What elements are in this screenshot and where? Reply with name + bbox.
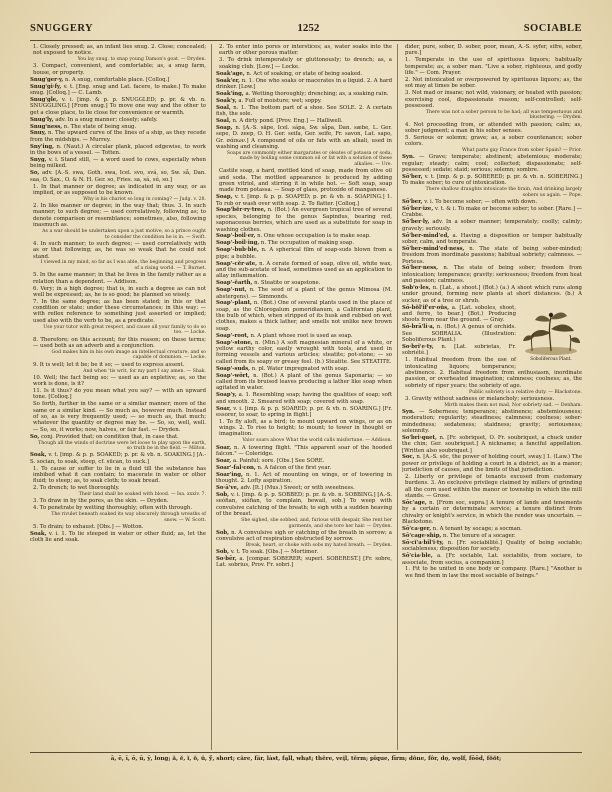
soboliferous-plant-illustration bbox=[520, 307, 582, 365]
definition-text: n. [Fr. sobriquet, O. Fr. soubriquet, a chuck under the chin; Ger. soubriquet.] A nickname; a fanciful appellation. [Written also soubriquet.] bbox=[402, 434, 582, 454]
headword: Sō'ber·ness, bbox=[402, 265, 439, 272]
headword: Snyg, bbox=[30, 157, 47, 164]
definition-text: 11. Is it thus? do you mean what you say? — with an upward tone. [Colloq.] bbox=[33, 388, 206, 401]
definition-text: 2. Liberty or privilege of tenants excused from customary burdens. 3. An exclusive privilege claimed by millers of grinding all the corn used within the manor or township in which the mill stands. — Grose. bbox=[405, 474, 582, 500]
definition-text: n. The occupation of making soap. bbox=[260, 240, 355, 247]
headword: Snug'ly, bbox=[30, 116, 54, 123]
definition-text: adv. In a sober manner; temperately; coolly; calmly; gravely; seriously. bbox=[402, 219, 582, 232]
dictionary-entry bbox=[402, 553, 582, 566]
page-number: 1252 bbox=[297, 22, 320, 34]
citation-quote: Mirth makes them not mad, Nor sobriety sad. — Denham. bbox=[444, 402, 582, 408]
definition-text: 2. To enter into pores or interstices; as, water soaks into the earth or other porous matter. bbox=[219, 44, 392, 57]
headword: Snug'gle, bbox=[30, 96, 59, 103]
definition-text: n. A cerate formed of soap, olive oil, white wax, and the sub-acetate of lead, sometimes used as an application to allay inflammation. bbox=[216, 260, 392, 280]
definition-text: conj. Provided that; on condition that, in case that. bbox=[41, 433, 179, 440]
dictionary-entry bbox=[30, 157, 206, 170]
headword: So·bēr, bbox=[216, 556, 237, 563]
definition-text: a. Full of moisture; wet; soppy. bbox=[238, 97, 322, 104]
definition-text: v. t. [imp. & p. p. SOAPED; p. pr. & vb. n. SOAPING.] 1. To rub or wash over with soap. 2. To flatter. [Colloq.] bbox=[216, 194, 392, 207]
headword: Sōc'age, bbox=[402, 500, 427, 507]
definition-text: n. (Min.) A soft magnesian mineral of a white, or yellow earthy color, easily wrought with tools, and used in forming vessels and various articles; steatite; pot-stone; — so called from its soapy or greasy feel. (b.) Steatite. See STEATITE. bbox=[216, 339, 392, 365]
headword: So, bbox=[30, 170, 40, 177]
definition-text: 4. Not proceeding from, or attended with passion; calm; as, sober judgment; a man in his sober senses. bbox=[405, 121, 582, 134]
definition-text: n. One whose occupation is to make soap. bbox=[257, 233, 371, 240]
definition-text: n. A convulsive sigh or catching of the breath in sorrow; a convulsive act of respiration obstructed by sorrow. bbox=[216, 529, 392, 543]
dictionary-entry bbox=[216, 549, 392, 555]
dictionary-entry bbox=[402, 454, 582, 473]
dictionary-entry bbox=[402, 435, 582, 454]
plant-icon bbox=[520, 307, 582, 357]
headword: So·ā've, bbox=[216, 485, 239, 492]
definition-text: 1. To fly aloft, as a bird; to mount upward on wings, or as on wings. 2. To rise to height; to mount; to tower in thought or imagination. bbox=[219, 418, 392, 438]
dictionary-entry bbox=[30, 524, 206, 530]
definition-text: 5. In the same manner; in that he lives in the family rather as a relation than a dependent. — Addison. bbox=[33, 272, 206, 285]
dictionary-entry bbox=[402, 526, 582, 532]
citation-quote: As a war should be undertaken upon a just motive, so a prince ought to consider the condition he is in. — Swift. bbox=[42, 229, 206, 240]
headword: Soap'-nut, bbox=[216, 287, 247, 294]
citation-quote: Use your tutor with great respect, and cause all your family to do so too. — Locke. bbox=[43, 324, 206, 336]
headword: Soal, bbox=[216, 104, 231, 111]
definition-text: 5. To drain; to exhaust. [Obs.] — Wotton. bbox=[33, 524, 144, 530]
headword: Soap, bbox=[216, 194, 233, 201]
headword: Sob, bbox=[216, 549, 230, 556]
dictionary-entry bbox=[402, 246, 582, 265]
definition-text: n. A tenant by socage; a socman. bbox=[432, 526, 522, 532]
dictionary-entry bbox=[216, 300, 392, 332]
headword: Syn. bbox=[402, 154, 415, 161]
headword: Sob, bbox=[216, 491, 230, 498]
headword: Sō'ber·ize, bbox=[402, 205, 434, 212]
definition-text: v. t. & i. To make or become sober; to sober. [Rare.] — Crabbe. bbox=[402, 205, 582, 219]
definition-text: v. i. [imp. & p. p. SOBBED; p. pr. & vb. n. SOBBING.] [A.-S. seófian, siófian, to complain, bewail, sob.] To weep with convulsive catching of the breath; to sigh with a sudden heaving of the breast. bbox=[216, 491, 392, 517]
citation-quote: I viewed in my mind, so far as I was able, the beginning and progress of a rising world. — T. Burnet. bbox=[40, 260, 206, 272]
dictionary-entry bbox=[402, 206, 582, 219]
illustration-caption: Soboliferous Plant. bbox=[530, 356, 572, 362]
dictionary-entry bbox=[402, 409, 582, 434]
headword: Snug'ness, bbox=[30, 123, 63, 130]
dictionary-entry bbox=[30, 124, 206, 130]
headword: Soap'-bub·ble, bbox=[216, 247, 259, 254]
dictionary-entry bbox=[30, 466, 206, 485]
headword: Sō'ca·ger, bbox=[402, 526, 432, 532]
definition-text: Castile soap, a hard, mottled kind of soap, made from olive oil and soda. The mottled appearance is produced by adding green vitriol, and stirring it in while hot. — Soft soap, soap made from potassa. — Soap of glass, protoxide of manganese. bbox=[219, 168, 392, 194]
dictionary-entry bbox=[216, 492, 392, 517]
column-3 bbox=[402, 44, 582, 750]
definition-text: n. [Fr. sociabilité.] Quality of being sociable; sociableness; disposition for society. bbox=[402, 539, 582, 553]
definition-text: adv. [It.] (Mus.) Sweet; or with sweetness. bbox=[240, 485, 355, 492]
definition-text: v. i. Stand still, — a word used to cows, especially when being milked. bbox=[30, 157, 206, 170]
headword: Sō·cĭ'a·bil'i·ty, bbox=[402, 539, 444, 546]
definition-text: n. 1. The bottom part of a shoe. See SOLE. 2. A certain fish, the sole. bbox=[216, 104, 392, 117]
definition-text: 3. Compact, convenient, and comfortable; as, a snug farm, house, or property. bbox=[33, 63, 206, 76]
citation-quote: Why is his chariot so long in coming? — Judg. v. 28. bbox=[83, 196, 206, 202]
headword: Sō'ber·ly, bbox=[402, 219, 430, 226]
column-divider-2 bbox=[397, 44, 398, 750]
dictionary-entry bbox=[30, 299, 206, 324]
headword: Syn. bbox=[402, 408, 415, 415]
headword: Soar'ing, bbox=[216, 471, 243, 478]
dictionary-entry bbox=[30, 117, 206, 123]
definition-text: v. t. [imp. & p. p. SOBERED; p. pr. & vb. n. SOBERING.] To make sober; to cure of intoxication. bbox=[402, 173, 582, 187]
citation-quote: She sighed, she sobbed, and, furious with despair, She rent her garments, and she tore her hair. — Dryden. bbox=[241, 517, 392, 529]
headword: Soak'age, bbox=[216, 70, 245, 77]
headword: Sō'cia·ble, bbox=[402, 553, 433, 560]
definition-text: n. (Bot.) A plant of the genus Saponaria; — so called from its bruised leaves producing a lather like soap when agitated in water. bbox=[216, 372, 392, 392]
definition-text: v. t. [imp. & p. p. SOAKED; p. pr. & vb. n. SOAKING.] [A.-S. socian, to soak, steep, cf. sūcan, to suck.] bbox=[30, 452, 206, 465]
dictionary-entry bbox=[216, 530, 392, 543]
headword: Soal, bbox=[216, 117, 231, 124]
definition-text: a. Having a disposition or temper habitually sober, calm, and temperate. bbox=[402, 232, 582, 245]
dictionary-entry bbox=[216, 194, 392, 207]
dictionary-entry bbox=[216, 168, 392, 193]
dictionary-entry bbox=[30, 170, 206, 183]
dictionary-entry bbox=[30, 362, 206, 368]
definition-text: So forth, further in the same or a similar manner; more of the same or a similar kind. — So much as, however much. Instead of so, as is very frequently used; — so much as, that much; whatever the quantity or degree may be. — So, so, well, well. — So, so, it works; now, halves, or fair fast. — Dryden. bbox=[33, 401, 206, 433]
headword: Snug'gi·fy, bbox=[30, 83, 62, 90]
definition-text: n. The state of being sober; freedom from intoxication; temperance; gravity; seriousness; freedom from heat and passion; calmness. bbox=[402, 265, 582, 285]
definition-text: 2. In like manner or degree; in the way that; thus. 3. In such manner; to such degree; — used correlatively, following as; to denote comparison or resemblance; sometimes, also, following inasmuch as. bbox=[33, 203, 206, 229]
page-header bbox=[30, 22, 582, 38]
headword: Soap'-plant, bbox=[216, 300, 252, 307]
definition-text: v. t. [Eng. snug and Lat. facere, to make.] To make snug. [Colloq.] — C. Lamb. bbox=[30, 83, 206, 97]
definition-text: v. i. [imp. & p. p. SNUGGLED; p. pr. & vb. n. SNUGGLING.] [From snug.] To move one way and the other to get a close place, to lie close for convenience or warmth. bbox=[30, 96, 206, 116]
definition-text: 1. Fit to be united in one body or company. [Rare.] "Another is we find them in law the most sociable of beings." bbox=[405, 566, 582, 579]
dictionary-entry bbox=[30, 144, 206, 157]
citation-quote: Break, heart, or choke with sobs my hated breath. — Dryden. bbox=[245, 543, 392, 548]
dictionary-entry bbox=[402, 500, 582, 525]
dictionary-entry bbox=[402, 396, 582, 402]
citation-quote: You lay snug, to snap young Damon's goat. — Dryden. bbox=[77, 57, 206, 63]
headword: Soap'-stone, bbox=[216, 339, 253, 346]
dictionary-entry bbox=[402, 77, 582, 90]
dictionary-entry bbox=[216, 472, 392, 485]
definition-text: 1. Temperate in the use of spirituous liquors; habitually temperate; as, a sober man. "Live a sober, righteous, and godly life." — Com. Prayer. bbox=[405, 57, 582, 76]
dictionary-entry bbox=[216, 261, 392, 280]
dictionary-entry bbox=[216, 419, 392, 438]
dictionary-entry bbox=[30, 97, 206, 116]
citation-quote: And when 'tis writ, for my part I say amen. — Shak. bbox=[83, 368, 206, 374]
headword: Soar, bbox=[216, 457, 232, 464]
dictionary-entry bbox=[30, 63, 206, 76]
definition-text: n. The upward curve of the lines of a ship, as they recede from the midships. — Murrey. bbox=[30, 130, 206, 143]
dictionary-entry bbox=[402, 265, 582, 284]
headword: Snuy, bbox=[30, 130, 47, 137]
definition-text: n. 1. One who soaks or macerates in a liquid. 2. A hard drinker. [Low.] bbox=[216, 77, 392, 90]
headword: Soap'-cĕr·ate, bbox=[216, 260, 257, 267]
citation-quote: Their land shall be soaked with blood. — Isa. xxxiv. 7. bbox=[78, 492, 206, 498]
definition-text: n. Steatite or soapstone. bbox=[254, 280, 321, 287]
dictionary-entry bbox=[216, 57, 392, 70]
definition-text: 1. Closely pressed; as, an infant lies snug. 2. Close; concealed; not exposed to notice. bbox=[33, 44, 206, 57]
dictionary-entry bbox=[216, 465, 392, 471]
definition-text: n. The tenure of a socager. bbox=[443, 532, 516, 539]
dictionary-entry bbox=[30, 401, 206, 433]
footer-rule bbox=[30, 752, 582, 753]
dictionary-entry bbox=[216, 91, 392, 97]
dictionary-entry bbox=[30, 337, 206, 350]
header-rule bbox=[30, 40, 582, 41]
definition-text: n. [A.-S. sōc, the power of holding court, sway.] 1. (Law.) The power or privilege of holding a court in a district, as in a manor; jurisdiction of causes, and the limits of that jurisdiction. bbox=[402, 454, 582, 474]
dictionary-entry bbox=[402, 285, 582, 304]
definition-text: a. [Lat. soboles, shoot, and ferre, to bear.] (Bot.) Producing shoots from near the ground. — Gray. bbox=[402, 304, 516, 324]
definition-text: n. A falcon of the first year. bbox=[257, 464, 332, 471]
definition-text: 2. To drench; to wet thoroughly. bbox=[33, 485, 120, 492]
headword: Sō-brā'li·a, bbox=[402, 324, 435, 331]
definition-text: adv. [A.-S. swa, Goth. swa, Icel. svo, svá, so, Sw. så, Dan. saa, O. Sax., O. & N. H. Ger. so, Fries. sa, sá, sú, so.] bbox=[30, 170, 206, 183]
definition-text: 3. Not mad or insane; not wild, visionary, or heated with passion; exercising cool, dispassionate reason; self-controlled; self-possessed. bbox=[405, 90, 582, 109]
dictionary-entry bbox=[402, 57, 582, 76]
definition-text: n. (Naut.) A circular plank, placed edgewise, to work in the bows of a vessel. — Totten. bbox=[30, 143, 206, 157]
headword: Soak'ing, bbox=[216, 90, 244, 97]
headword: Sō'ber-mind'ed·ness, bbox=[402, 245, 465, 252]
dictionary-entry bbox=[30, 452, 206, 465]
columns-container bbox=[30, 44, 582, 750]
definition-text: n. A towering flight. "This apparent soar of the hooded falcon." — Coleridge. bbox=[216, 444, 392, 457]
definition-text: 1. In that manner or degree; as indicated in any way, or as implied, or as supposed to be known. bbox=[33, 183, 206, 196]
dictionary-entry bbox=[216, 98, 392, 104]
definition-text: v. t. To soak. [Obs.] — Mortimer. bbox=[230, 549, 319, 556]
definition-text: n. pl. Water impregnated with soap. bbox=[251, 365, 350, 372]
headword: Soap'-root, bbox=[216, 332, 249, 339]
headword: Soar, bbox=[216, 444, 232, 451]
definition-text: a. [Fr. sociable, Lat. sociabilis, from sociare, to associate, from socius, a companion.] bbox=[402, 553, 582, 566]
dictionary-entry bbox=[216, 406, 392, 419]
dictionary-entry bbox=[216, 287, 392, 300]
dictionary-entry bbox=[216, 392, 392, 405]
citation-quote: God makes him in his own image an intellectual creature, and so capable of dominion. — Locke. bbox=[51, 349, 206, 361]
definition-text: a. Painful; sore. [Obs.] See SORE. bbox=[232, 457, 325, 464]
dictionary-entry bbox=[216, 44, 392, 57]
dictionary-entry bbox=[216, 485, 392, 491]
citation-quote: What parts gay France from sober Spain? — Prior. bbox=[461, 148, 582, 154]
headword: Sō'ber-mind'ed, bbox=[402, 232, 450, 239]
dictionary-entry bbox=[216, 280, 392, 286]
definition-text: 3. To draw in by the pores, as the skin. — Dryden. bbox=[33, 498, 169, 505]
definition-text: 10. Well; the fact being so; — used as an expletive; as, so the work is done, is it? bbox=[33, 374, 206, 388]
definition-text: n. (Bot.) One of several plants used in the place of soap, as the Chlorogalum pomeridianum, a Californian plant, the bulb of which, when stripped of its husk and rubbed on wet clothes, makes a thick lather, and smells not unlike new brown soap. bbox=[216, 300, 392, 332]
definition-text: n. The seed of a plant of the genus Mimosa (M. abstergens). — Simmonds. bbox=[216, 287, 392, 300]
column-divider-1 bbox=[211, 44, 212, 750]
dictionary-entry bbox=[216, 340, 392, 365]
dictionary-entry bbox=[216, 118, 392, 124]
headword: So, bbox=[30, 433, 40, 440]
definition-text: 8. Therefore; on this account; for this reason; on these terms; — used both as an adverb and a conjunction. bbox=[33, 336, 206, 349]
headword: Sō'cage·ship, bbox=[402, 532, 442, 539]
definition-text: 1. Habitual freedom from the use of intoxicating liquors; temperance; abstinence. 2. Habitual freedom from enthusiasm, inordinate passion, or overheated imagination; calmness; coolness; as, the sobriety of riper years; the sobriety of age. bbox=[405, 357, 582, 389]
dictionary-entry bbox=[30, 203, 206, 228]
citation-quote: Valor soars above What the world calls misfortune. — Addison. bbox=[242, 438, 392, 444]
headword: Sob'o·les, bbox=[402, 285, 431, 292]
dictionary-entry bbox=[30, 286, 206, 299]
definition-text: 4. In such manner; to such degree; — used correlatively with as or that following; as, he was so weak that he could not stand. bbox=[33, 240, 206, 260]
dictionary-entry bbox=[402, 566, 582, 579]
definition-text: v. i. [imp. & p. p. SOARED; p. pr. & vb. n. SOARING.] [Fr. essorer, to soar, to spring in flight.] bbox=[216, 405, 392, 418]
dictionary-entry bbox=[30, 44, 206, 57]
dictionary-entry bbox=[30, 485, 206, 491]
headword: So·bri'e·ty, bbox=[402, 343, 434, 350]
definition-text: 7. In the same degree; as has been stated; in this or that condition or state; under these circumstances; in this way; — with reflex reference to something just asserted or implied; used also with the verb to be, as a predicate. bbox=[33, 298, 206, 324]
dictionary-entry bbox=[402, 44, 582, 57]
definition-text: n. [A.-S. sāpe, Icel. sápa, Sw. såpa, Dan. sæbe, L. Ger. sepe, D. zeep, O. H. Ger. seifa, Ger. seife, Fr. savon, Lat. sapo, Gr. σάπων.] A compound of oils or fats with an alkali, used in washing and cleansing. bbox=[216, 124, 392, 150]
dictionary-entry bbox=[402, 154, 582, 173]
definition-text: 3. Gravity without sadness or melancholy; seriousness. bbox=[405, 395, 555, 402]
pronunciation-key: ā, ē, ī, ō, ū, ȳ, long; ă, ĕ, ĭ, ŏ, ŭ, ў, short; câre, fär, lȧst, fąll, whạt; thêre, veįl, tẽrm; pïque, fīrm; dône, fôr, dọ, wọlf, fōōd, fŏŏt; bbox=[110, 756, 502, 762]
definition-text: — Soberness; temperance; abstinence; abstemiousness; moderation; regularity; steadiness; calmness; coolness; sober-mindedness; sedateness; staidness; gravity; seriousness; solemnity. bbox=[402, 408, 582, 434]
dictionary-entry bbox=[216, 125, 392, 150]
dictionary-entry bbox=[30, 375, 206, 388]
definition-text: n. (Bot.) An evergreen tropical tree of several species, belonging to the genus Sapindus, bearing red, saponaceous berries, which are used as a substitute for soap in washing clothes. bbox=[216, 207, 392, 233]
headword: Sō-bŏl'if'er·oŭs, bbox=[402, 304, 449, 311]
dictionary-entry bbox=[402, 540, 582, 553]
definition-text: n. The state of being snug. bbox=[63, 123, 137, 130]
definition-text: n. [Lat. sobrietas, Fr. sobriété.] bbox=[402, 343, 516, 357]
definition-text: v. i. 1. To lie steeped in water or other fluid; as, let the cloth lie and soak. bbox=[30, 530, 206, 544]
dictionary-entry bbox=[216, 445, 392, 458]
definition-text: dider, pure, sober, D. sober, poor, mean, A.-S. sýfer, sifre, sober, pure.] bbox=[405, 44, 582, 57]
definition-text: n. 1. Act of mounting on wings, or of towering in thought. 2. Lofty aspiration. bbox=[216, 471, 392, 485]
definition-text: a. Wetting thoroughly; drenching; as, a soaking rain. bbox=[245, 90, 389, 97]
dictionary-entry bbox=[30, 130, 206, 143]
headword: Soar'-fal·con, bbox=[216, 464, 256, 471]
definition-text: 9. It is well; let it be; be it so; — used to express assent. bbox=[33, 361, 185, 368]
dictionary-entry bbox=[216, 240, 392, 246]
column-1 bbox=[30, 44, 206, 750]
dictionary-entry bbox=[216, 373, 392, 392]
definition-text: 6. Very; in a high degree; that is, in such a degree as can not well be expressed; as, he is so good; he planned so wisely. bbox=[33, 285, 206, 298]
dictionary-entry bbox=[216, 207, 392, 232]
dictionary-entry bbox=[30, 241, 206, 260]
headword: Soar, bbox=[216, 405, 232, 412]
headword: Soap'y, bbox=[216, 392, 237, 399]
citation-quote: Though all the winds of doctrine were let loose to play upon the earth, so truth be in the field. — Milton. bbox=[38, 440, 206, 452]
headword: Soak'y, bbox=[216, 97, 237, 104]
headword: Soap'-boil·ing, bbox=[216, 240, 260, 247]
headword: Soap, bbox=[216, 124, 233, 131]
dictionary-entry bbox=[402, 90, 582, 109]
headword: Soap'-wört, bbox=[216, 372, 250, 379]
headword: Sob, bbox=[216, 529, 230, 536]
headword: Snug'ger·y, bbox=[30, 76, 64, 83]
dictionary-entry bbox=[402, 122, 582, 135]
definition-text: n. A dirty pond. [Prov. Eng.] — Halliwell. bbox=[232, 117, 343, 124]
headword: Sō'ber, bbox=[402, 199, 423, 206]
headword: Soap'-suds, bbox=[216, 365, 250, 372]
dictionary-entry bbox=[216, 78, 392, 91]
dictionary-entry bbox=[402, 135, 582, 148]
definition-text: n. A spherical film of soap-suds blown from a pipe; a bubble. bbox=[216, 247, 392, 260]
dictionary-entry bbox=[402, 474, 582, 499]
left-guide-word: SNUGGERY bbox=[30, 23, 94, 34]
definition-text: n. Act of soaking, or state of being soaked. bbox=[246, 70, 363, 77]
definition-text: — Grave; temperate; abstinent; abstemious; moderate; regular; steady; calm; cool; collected; dispassionate; self-possessed; sedate; staid; serious; solemn; sombre. bbox=[402, 154, 582, 174]
headword: Soap'-boil·er, bbox=[216, 233, 256, 240]
dictionary-entry bbox=[216, 458, 392, 464]
definition-text: n. A plant whose root is used as soap. bbox=[250, 332, 353, 339]
dictionary-entry bbox=[402, 219, 582, 232]
dictionary-entry bbox=[216, 233, 392, 239]
dictionary-entry bbox=[30, 505, 206, 511]
citation-quote: The rivulet beneath soaked its way obscurely through wreaths of snow. — W. Scott. bbox=[51, 512, 206, 523]
citation-quote: Public sobriety is a relative duty. — Blackstone. bbox=[468, 389, 582, 395]
dictionary-entry bbox=[216, 71, 392, 77]
dictionary-entry bbox=[30, 272, 206, 285]
definition-text: v. i. To become sober; — often with down. bbox=[424, 199, 538, 206]
dictionary-entry bbox=[402, 533, 582, 539]
definition-text: n. [From soc, supra.] A tenure of lands and tenements by a certain or determinate service; a tenure distinct from chivalry or knight's service, in which the render was uncertain. — Blackstone. bbox=[402, 500, 582, 526]
dictionary-entry bbox=[30, 77, 206, 83]
definition-text: n. The state of being sober-minded; freedom from inordinate passions; habitual sobriety; calmness. — Porteus. bbox=[402, 245, 582, 265]
dictionary-entry bbox=[30, 434, 206, 440]
headword: Soak, bbox=[30, 530, 47, 537]
dictionary-entry bbox=[30, 531, 206, 544]
headword: Soak'er, bbox=[216, 77, 240, 84]
citation-quote: There shallow draughts intoxicate the brain, And drinking largely sobers us again. — Pope. bbox=[425, 187, 582, 198]
headword: Sō'ber, bbox=[402, 173, 423, 180]
dictionary-entry bbox=[402, 174, 582, 187]
citation-quote: Soaps are commonly either margarates or oleates of potassa or soda, made by boiling some common oil or fat with a solution of these alkalies. — Ure. bbox=[226, 150, 392, 168]
definition-text: a. [compar. SOBERER; superl. SOBEREST.] [Fr. sobre, Lat. sobrius, Prov. Fr. sobri.] bbox=[216, 556, 392, 569]
headword: Soap'-ĕarth, bbox=[216, 280, 253, 287]
headword: Soap'bĕr·ry·tree, bbox=[216, 207, 266, 214]
dictionary-entry bbox=[216, 366, 392, 372]
dictionary-entry bbox=[216, 556, 392, 569]
headword: Soc, bbox=[402, 454, 415, 461]
column-2 bbox=[216, 44, 392, 750]
definition-text: n. (Bot.) A genus of orchids. See SOBRALIA. (Illustration: Soboliferous Plant.) bbox=[402, 324, 516, 343]
dictionary-entry bbox=[216, 247, 392, 260]
dictionary-entry bbox=[402, 199, 582, 205]
definition-text: a. 1. Resembling soap; having the qualities of soap; soft and smooth. 2. Smeared with soap; covered with soap. bbox=[216, 392, 392, 405]
dictionary-entry bbox=[30, 388, 206, 401]
definition-text: 2. Not intoxicated or overpowered by spirituous liquors; as, the sot may at times be sober. bbox=[405, 76, 582, 90]
definition-text: 4. To penetrate by wetting thoroughly; often with through. bbox=[33, 505, 193, 512]
dictionary-entry bbox=[402, 233, 582, 246]
right-guide-word: SOCIABLE bbox=[523, 23, 582, 34]
definition-text: n. A snug, comfortable place. [Colloq.] bbox=[64, 76, 170, 83]
citation-quote: There was not a sober person to be had; all was tempestuous and blustering. — Dryden. bbox=[425, 109, 582, 121]
definition-text: 3. To drink intemperately or gluttonously; to drench; as, a soaking club. [Low.] — Locke. bbox=[219, 57, 392, 70]
headword: So'bri·quet, bbox=[402, 434, 437, 441]
definition-text: adv. In a snug manner; closely; safely. bbox=[55, 116, 158, 123]
dictionary-entry bbox=[216, 105, 392, 118]
dictionary-entry bbox=[30, 84, 206, 97]
headword: Soak, bbox=[30, 452, 47, 459]
dictionary-entry bbox=[30, 498, 206, 504]
dictionary-entry bbox=[216, 333, 392, 339]
dictionary-entry bbox=[30, 184, 206, 197]
headword: Sny'ing, bbox=[30, 143, 54, 150]
definition-text: 5. Serious or solemn; grave; as, a sober countenance; sober colors. bbox=[405, 134, 582, 148]
definition-text: n. [Lat., a shoot.] (Bot.) (a.) A shoot which runs along under ground, forming new plants at short distances. (b.) A sucker, as of a tree or shrub. bbox=[402, 285, 582, 304]
definition-text: 1. To cause or suffer to lie in a fluid till the substance has imbibed what it can contain; to macerate in water or other fluid; to steep; as, to soak cloth; to soak bread. bbox=[33, 465, 206, 485]
